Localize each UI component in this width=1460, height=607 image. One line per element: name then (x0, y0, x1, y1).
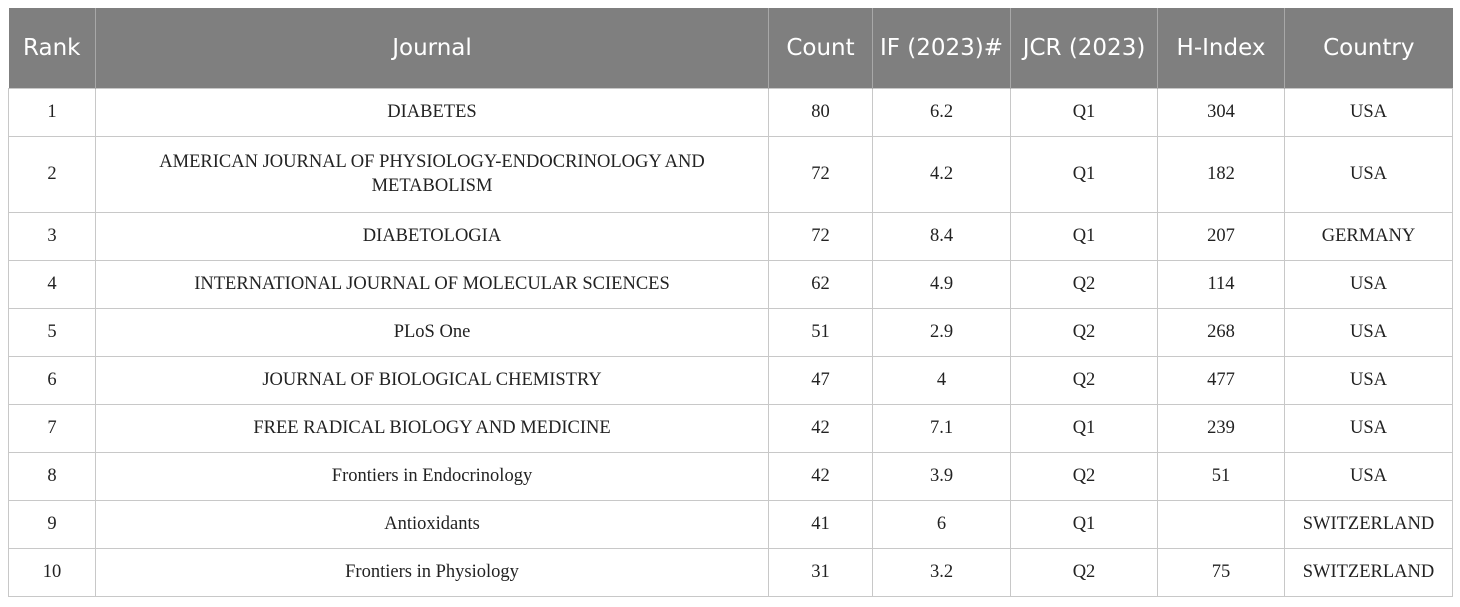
cell-jcr: Q2 (1011, 548, 1158, 596)
cell-country: SWITZERLAND (1285, 500, 1453, 548)
cell-hindex: 75 (1158, 548, 1285, 596)
cell-rank: 5 (9, 308, 96, 356)
header-jcr: JCR (2023) (1011, 8, 1158, 88)
cell-journal (96, 308, 769, 356)
journal-table-container (8, 8, 1452, 597)
cell-journal (96, 404, 769, 452)
journal-name: DIABETES (387, 102, 477, 122)
cell-count: 42 (769, 404, 873, 452)
cell-count: 42 (769, 452, 873, 500)
cell-rank: 6 (9, 356, 96, 404)
cell-count: 80 (769, 88, 873, 136)
header-hindex: H-Index (1158, 8, 1285, 88)
journal-table (8, 8, 1453, 597)
header-journal: Journal (96, 8, 769, 88)
cell-count: 51 (769, 308, 873, 356)
cell-journal (96, 136, 769, 212)
cell-jcr: Q1 (1011, 404, 1158, 452)
journal-name: JOURNAL OF BIOLOGICAL CHEMISTRY (262, 370, 602, 390)
cell-journal (96, 548, 769, 596)
journal-name: Antioxidants (384, 514, 480, 534)
cell-rank: 4 (9, 260, 96, 308)
cell-hindex: 207 (1158, 212, 1285, 260)
header-rank: Rank (9, 8, 96, 88)
cell-if: 6 (873, 500, 1011, 548)
table-row (9, 212, 1453, 260)
cell-count: 72 (769, 136, 873, 212)
cell-jcr: Q1 (1011, 212, 1158, 260)
cell-country: USA (1285, 136, 1453, 212)
cell-jcr: Q2 (1011, 356, 1158, 404)
cell-journal (96, 452, 769, 500)
cell-if: 2.9 (873, 308, 1011, 356)
cell-count: 72 (769, 212, 873, 260)
header-count: Count (769, 8, 873, 88)
header-if: IF (2023)# (873, 8, 1011, 88)
cell-jcr: Q2 (1011, 260, 1158, 308)
cell-rank: 7 (9, 404, 96, 452)
cell-hindex: 477 (1158, 356, 1285, 404)
cell-hindex: 268 (1158, 308, 1285, 356)
cell-country: USA (1285, 356, 1453, 404)
journal-name: AMERICAN JOURNAL OF PHYSIOLOGY-ENDOCRINOLOGY AND METABOLISM (159, 152, 705, 196)
cell-hindex: 239 (1158, 404, 1285, 452)
cell-country: USA (1285, 404, 1453, 452)
cell-journal (96, 356, 769, 404)
cell-journal (96, 260, 769, 308)
cell-jcr: Q2 (1011, 308, 1158, 356)
header-country: Country (1285, 8, 1453, 88)
table-row (9, 308, 1453, 356)
cell-if: 4 (873, 356, 1011, 404)
journal-name: FREE RADICAL BIOLOGY AND MEDICINE (253, 418, 611, 438)
cell-rank: 10 (9, 548, 96, 596)
table-row (9, 548, 1453, 596)
cell-if: 8.4 (873, 212, 1011, 260)
table-row (9, 452, 1453, 500)
journal-name: PLoS One (393, 322, 471, 342)
cell-journal (96, 212, 769, 260)
cell-count: 62 (769, 260, 873, 308)
cell-if: 4.9 (873, 260, 1011, 308)
header-row (9, 8, 1453, 88)
cell-hindex: 304 (1158, 88, 1285, 136)
cell-rank: 9 (9, 500, 96, 548)
cell-country: GERMANY (1285, 212, 1453, 260)
table-row (9, 356, 1453, 404)
table-row (9, 500, 1453, 548)
cell-if: 6.2 (873, 88, 1011, 136)
cell-count: 47 (769, 356, 873, 404)
table-row (9, 136, 1453, 212)
cell-hindex (1158, 500, 1285, 548)
table-row (9, 88, 1453, 136)
cell-country: USA (1285, 452, 1453, 500)
cell-if: 3.9 (873, 452, 1011, 500)
journal-name: Frontiers in Endocrinology (331, 466, 533, 486)
cell-country: USA (1285, 308, 1453, 356)
journal-name: Frontiers in Physiology (345, 562, 519, 582)
cell-if: 3.2 (873, 548, 1011, 596)
cell-hindex: 51 (1158, 452, 1285, 500)
table-row (9, 404, 1453, 452)
cell-if: 7.1 (873, 404, 1011, 452)
cell-jcr: Q2 (1011, 452, 1158, 500)
cell-country: SWITZERLAND (1285, 548, 1453, 596)
cell-journal (96, 88, 769, 136)
cell-count: 41 (769, 500, 873, 548)
cell-hindex: 182 (1158, 136, 1285, 212)
cell-journal (96, 500, 769, 548)
cell-rank: 1 (9, 88, 96, 136)
cell-country: USA (1285, 88, 1453, 136)
cell-jcr: Q1 (1011, 136, 1158, 212)
cell-country: USA (1285, 260, 1453, 308)
cell-rank: 3 (9, 212, 96, 260)
journal-name: DIABETOLOGIA (362, 226, 502, 246)
journal-name: INTERNATIONAL JOURNAL OF MOLECULAR SCIENCES (194, 274, 670, 294)
cell-rank: 2 (9, 136, 96, 212)
cell-jcr: Q1 (1011, 88, 1158, 136)
cell-if: 4.2 (873, 136, 1011, 212)
cell-jcr: Q1 (1011, 500, 1158, 548)
cell-rank: 8 (9, 452, 96, 500)
cell-hindex: 114 (1158, 260, 1285, 308)
cell-count: 31 (769, 548, 873, 596)
table-row (9, 260, 1453, 308)
